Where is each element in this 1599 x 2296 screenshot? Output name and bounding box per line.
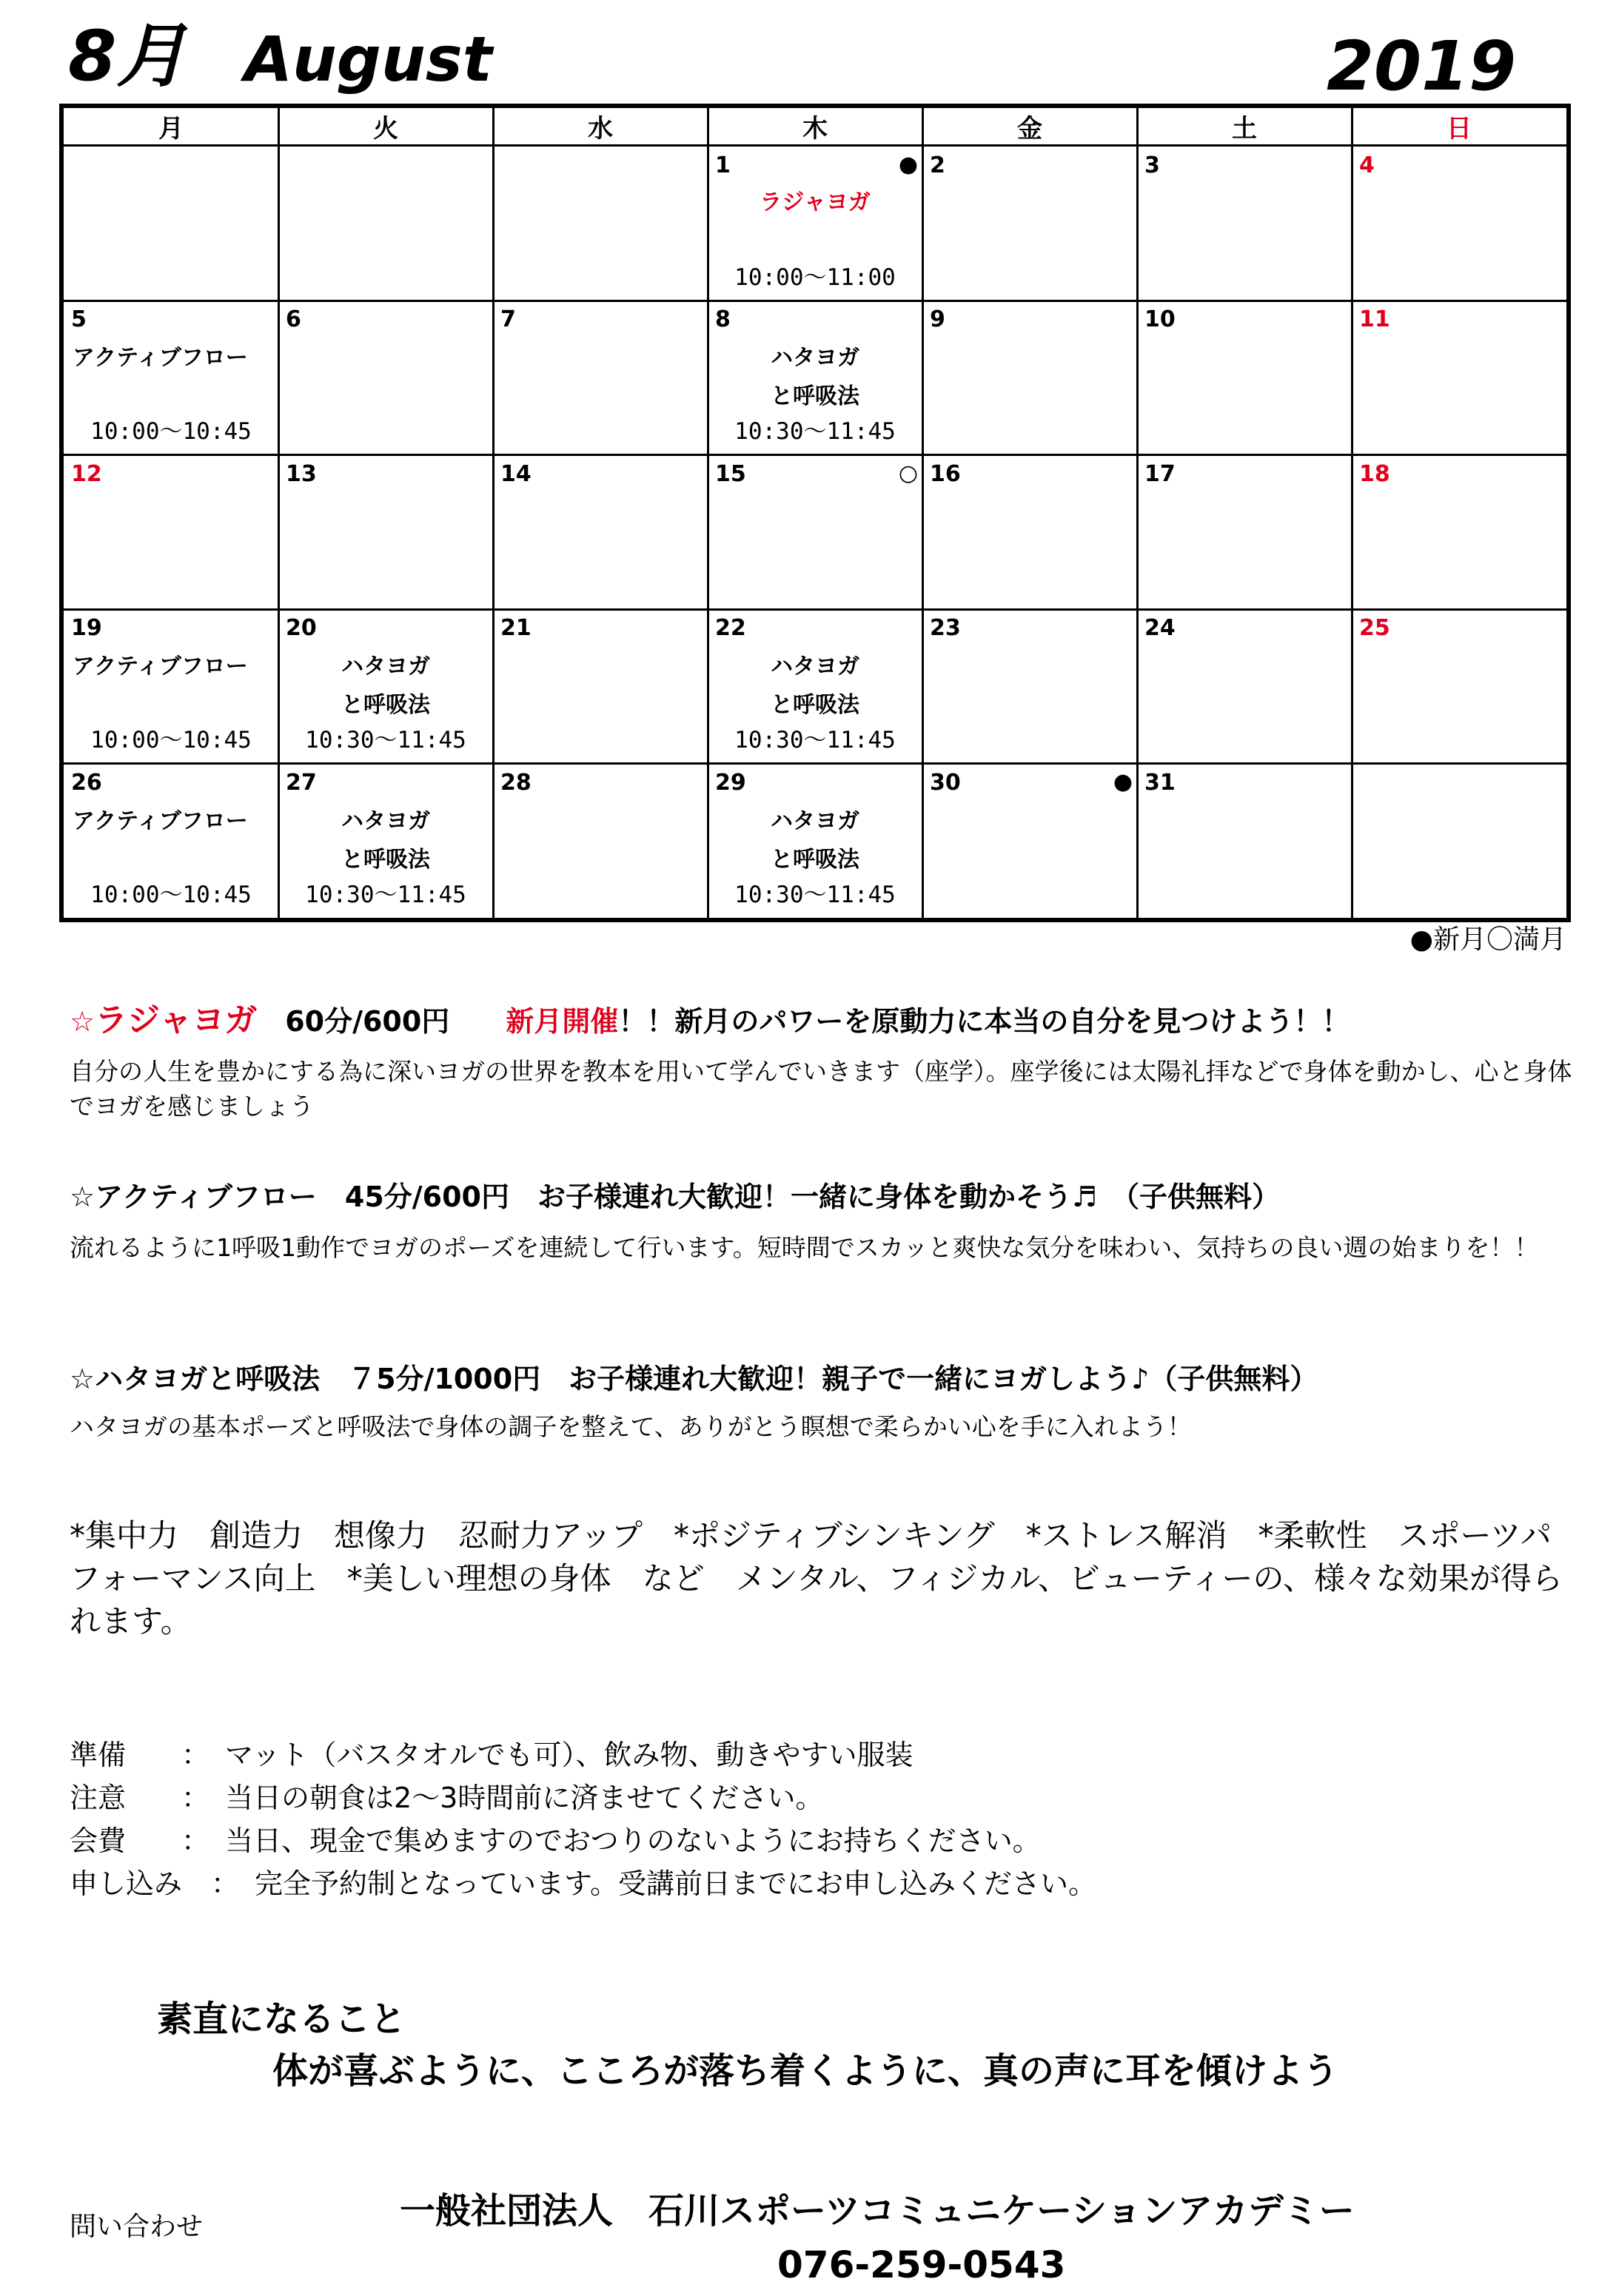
day-cell	[493, 301, 708, 454]
day-number: 20	[286, 615, 317, 642]
day-number: 12	[71, 460, 102, 487]
day-cell	[493, 455, 708, 609]
day-number: 2	[930, 152, 945, 178]
class-name-line-2: と呼吸法	[771, 692, 859, 719]
day-number: 7	[500, 306, 516, 333]
day-cell	[708, 764, 922, 918]
class-name: アクティブフロー	[73, 808, 248, 834]
day-cell	[708, 147, 922, 301]
raja-yoga-heading	[70, 1002, 1350, 1040]
effects-list: *集中力 創造力 想像力 忍耐力アップ *ポジティブシンキング *ストレス解消 *柔軟性 スポーツパフォーマンス向上 *美しい理想の身体 など メンタル、フィジカル、ビューティーの、様々な効果が得られます。	[70, 1517, 1563, 1639]
day-cell	[278, 301, 493, 454]
requirement-row	[70, 1776, 1096, 1819]
day-number: 30	[930, 769, 961, 796]
day-cell	[922, 609, 1137, 763]
day-cell	[1352, 764, 1566, 918]
class-name-line-2: と呼吸法	[341, 846, 430, 873]
requirements-list	[70, 1733, 1096, 1905]
class-name: ハタヨガ	[341, 808, 430, 834]
day-number: 28	[500, 769, 532, 796]
weekday-header: 月	[64, 108, 278, 147]
class-time: 10:00～10:45	[90, 727, 252, 754]
motto-line-1: 素直になること	[157, 1998, 406, 2040]
raja-tagline: ！！新月のパワーを原動力に本当の自分を見つけよう！！	[618, 1005, 1350, 1038]
weekday-header: 木	[708, 108, 922, 147]
day-number: 5	[71, 306, 87, 333]
contact-label: 問い合わせ	[70, 2212, 204, 2242]
day-cell	[493, 609, 708, 763]
phone-number: 076-259-0543	[777, 2243, 1066, 2286]
day-cell	[493, 147, 708, 301]
class-name-line-2: と呼吸法	[771, 846, 859, 873]
active-flow-description: 流れるように1呼吸1動作でヨガのポーズを連続して行います。短時間でスカッと爽快な気分を味わい、気持ちの良い週の始まりを！！	[70, 1233, 1539, 1262]
new-moon-icon: ●	[1113, 768, 1133, 795]
weekday-header: 水	[493, 108, 708, 147]
day-number: 18	[1359, 460, 1390, 487]
class-name: ハタヨガ	[771, 345, 859, 372]
day-cell	[922, 147, 1137, 301]
weekday-header: 金	[922, 108, 1137, 147]
day-cell	[278, 609, 493, 763]
day-cell	[278, 764, 493, 918]
day-cell	[64, 147, 278, 301]
day-cell	[1137, 455, 1352, 609]
class-name: ラジャヨガ	[760, 189, 871, 215]
class-name-line-2: と呼吸法	[341, 692, 430, 719]
day-cell	[1352, 301, 1566, 454]
day-cell	[708, 301, 922, 454]
class-name: ハタヨガ	[341, 654, 430, 680]
day-number: 21	[500, 615, 532, 642]
hatha-yoga-description: ハタヨガの基本ポーズと呼吸法で身体の調子を整えて、ありがとう瞑想で柔らかい心を手に入れよう！	[70, 1412, 1192, 1441]
raja-star: ☆	[70, 1005, 95, 1038]
requirement-colon: ：	[181, 1739, 209, 1771]
raja-price: 60分/600円	[285, 1005, 450, 1038]
requirement-colon: ：	[181, 1782, 209, 1814]
class-name-line-2: と呼吸法	[771, 383, 859, 410]
day-number: 13	[286, 460, 317, 487]
day-number: 26	[71, 769, 102, 796]
requirement-value: 当日、現金で集めますのでおつりのないようにお持ちください。	[225, 1825, 1041, 1857]
month-english: August	[244, 23, 492, 95]
day-cell	[493, 764, 708, 918]
day-cell	[1137, 301, 1352, 454]
day-cell	[278, 147, 493, 301]
requirement-value: 当日の朝食は2～3時間前に済ませてください。	[225, 1782, 824, 1814]
weekday-header: 土	[1137, 108, 1352, 147]
requirement-row	[70, 1862, 1096, 1905]
class-time: 10:30～11:45	[305, 881, 466, 908]
motto-line-2: 体が喜ぶように、こころが落ち着くように、真の声に耳を傾けよう	[272, 2050, 1339, 2092]
day-number: 22	[715, 615, 746, 642]
day-number: 3	[1144, 152, 1160, 178]
day-cell	[278, 455, 493, 609]
day-number: 9	[930, 306, 945, 333]
day-number: 17	[1144, 460, 1176, 487]
class-name: ハタヨガ	[771, 654, 859, 680]
new-moon-icon: ●	[898, 152, 918, 178]
requirement-key: 会費	[70, 1825, 127, 1857]
day-cell	[64, 609, 278, 763]
day-number: 8	[715, 306, 731, 333]
class-time: 10:00～10:45	[90, 418, 252, 446]
class-time: 10:30～11:45	[734, 418, 896, 446]
class-time: 10:00～10:45	[90, 881, 252, 908]
organization-name: 一般社団法人 石川スポーツコミュニケーションアカデミー	[400, 2190, 1355, 2232]
requirement-value: マット（バスタオルでも可）、飲み物、動きやすい服装	[225, 1739, 914, 1771]
requirement-key: 申し込み	[70, 1867, 183, 1900]
day-number: 24	[1144, 615, 1176, 642]
day-number: 16	[930, 460, 961, 487]
class-time: 10:00～11:00	[734, 264, 896, 291]
day-cell	[1352, 455, 1566, 609]
month-japanese: 8月	[68, 16, 187, 97]
class-name: ハタヨガ	[771, 808, 859, 834]
year: 2019	[1327, 27, 1517, 106]
day-cell	[1137, 764, 1352, 918]
day-cell	[64, 301, 278, 454]
day-cell	[64, 455, 278, 609]
hatha-yoga-heading: ☆ハタヨガと呼吸法 ７5分/1000円 お子様連れ大歓迎！親子で一緒にヨガしよう♪（子供無料）	[70, 1363, 1318, 1395]
day-cell	[708, 609, 922, 763]
weekday-header: 火	[278, 108, 493, 147]
day-cell	[1352, 609, 1566, 763]
day-number: 15	[715, 460, 746, 487]
requirement-colon: ：	[210, 1867, 239, 1900]
requirement-key: 注意	[70, 1782, 127, 1814]
active-flow-heading: ☆アクティブフロー 45分/600円 お子様連れ大歓迎！一緒に身体を動かそう♬ （子供無料）	[70, 1181, 1281, 1213]
day-cell	[1137, 147, 1352, 301]
day-number: 10	[1144, 306, 1176, 333]
class-time: 10:30～11:45	[734, 727, 896, 754]
requirement-row	[70, 1733, 1096, 1776]
full-moon-icon: ○	[898, 460, 918, 486]
class-time: 10:30～11:45	[734, 881, 896, 908]
class-time: 10:30～11:45	[305, 727, 466, 754]
requirement-colon: ：	[181, 1825, 209, 1857]
raja-yoga-description: 自分の人生を豊かにする為に深いヨガの世界を教本を用いて学んでいきます（座学）。座学後には太陽礼拝などで身体を動かし、心と身体でヨガを感じましょう	[70, 1057, 1572, 1121]
raja-name: ラジャヨガ	[95, 1001, 258, 1039]
day-number: 14	[500, 460, 532, 487]
day-number: 1	[715, 152, 731, 178]
day-cell	[1137, 609, 1352, 763]
day-number: 4	[1359, 152, 1375, 178]
raja-highlight: 新月開催	[506, 1005, 619, 1038]
day-number: 6	[286, 306, 301, 333]
moon-legend: ●新月〇満月	[1409, 924, 1566, 955]
requirement-value: 完全予約制となっています。受講前日までにお申し込みください。	[255, 1867, 1096, 1900]
day-cell	[64, 764, 278, 918]
class-name: アクティブフロー	[73, 654, 248, 680]
day-cell	[708, 455, 922, 609]
day-cell	[922, 764, 1137, 918]
day-number: 31	[1144, 769, 1176, 796]
day-cell	[922, 455, 1137, 609]
weekday-header: 日	[1352, 108, 1566, 147]
day-number: 25	[1359, 615, 1390, 642]
class-name: アクティブフロー	[73, 345, 248, 372]
calendar-grid	[59, 104, 1571, 922]
day-cell	[1352, 147, 1566, 301]
day-number: 11	[1359, 306, 1390, 333]
day-cell	[922, 301, 1137, 454]
day-number: 27	[286, 769, 317, 796]
requirement-key: 準備	[70, 1739, 127, 1771]
requirement-row	[70, 1819, 1096, 1862]
day-number: 19	[71, 615, 102, 642]
day-number: 23	[930, 615, 961, 642]
day-number: 29	[715, 769, 746, 796]
